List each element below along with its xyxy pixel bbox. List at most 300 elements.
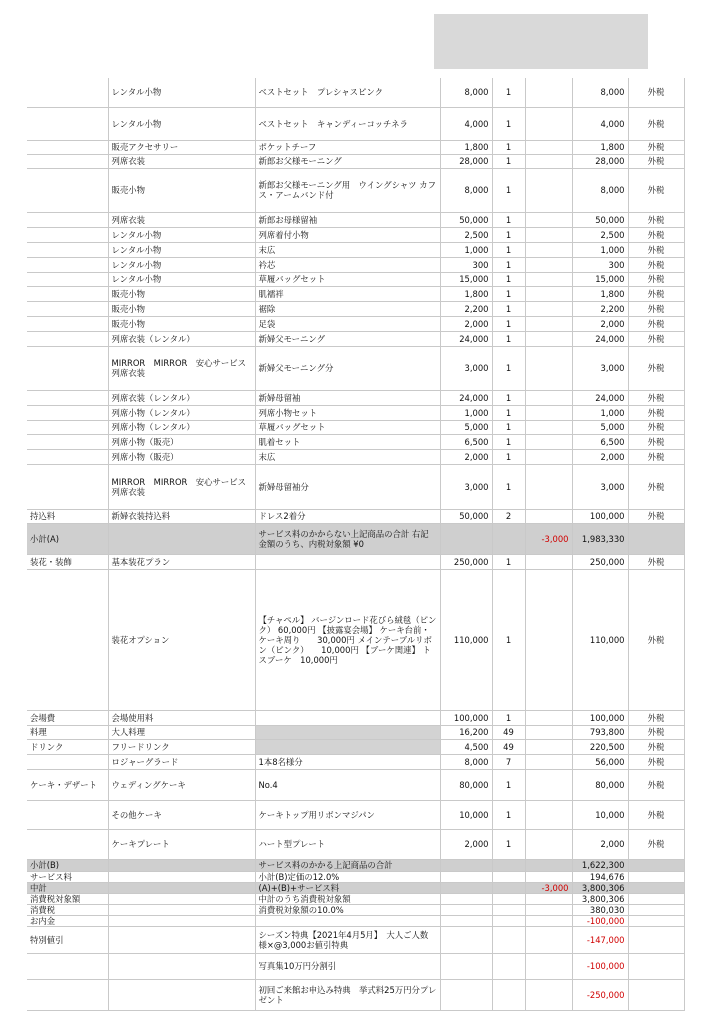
amount-cell: 1,800: [572, 286, 628, 301]
category-cell: 小計(A): [27, 523, 108, 554]
discount-cell: [525, 725, 572, 739]
category-cell: [27, 346, 108, 390]
discount-cell: [525, 242, 572, 257]
tax-type-cell: 外税: [628, 739, 684, 754]
discount-cell: [525, 257, 572, 272]
category-cell: [27, 227, 108, 242]
category-cell: [27, 754, 108, 769]
quantity-cell: [492, 904, 525, 915]
tax-type-cell: 外税: [628, 272, 684, 286]
category-cell: [27, 390, 108, 405]
table-row: [27, 168, 684, 212]
description-cell: 【チャペル】 バージンロード花びら絨毯（ピンク） 60,000円 【披露宴会場】 ケーキ台前・ケーキ周り 30,000円 メインテーブルリボン（ピンク） 10,000円 【ブーケ関連】 トスブーケ 10,000円: [255, 569, 440, 710]
category-cell: [27, 316, 108, 331]
unit-price-cell: 110,000: [440, 569, 492, 710]
tax-type-cell: [628, 882, 684, 893]
description-cell: 草履バッグセット: [255, 272, 440, 286]
item-name-cell: [108, 882, 255, 893]
unit-price-cell: 300: [440, 257, 492, 272]
discount-cell: [525, 893, 572, 904]
unit-price-cell: [440, 953, 492, 979]
unit-price-cell: 6,500: [440, 434, 492, 449]
unit-price-cell: 2,000: [440, 829, 492, 859]
quantity-cell: 1: [492, 710, 525, 725]
item-name-cell: [108, 953, 255, 979]
tax-type-cell: 外税: [628, 449, 684, 464]
quantity-cell: [492, 882, 525, 893]
description-cell: サービス料のかかる上記商品の合計: [255, 859, 440, 871]
quantity-cell: 1: [492, 78, 525, 107]
item-name-cell: レンタル小物: [108, 107, 255, 140]
item-name-cell: 列席小物（販売）: [108, 449, 255, 464]
discount-cell: [525, 331, 572, 346]
category-cell: 消費税対象額: [27, 893, 108, 904]
tax-type-cell: 外税: [628, 286, 684, 301]
amount-cell: 100,000: [572, 710, 628, 725]
unit-price-cell: [440, 915, 492, 926]
unit-price-cell: 8,000: [440, 168, 492, 212]
category-cell: 会場費: [27, 710, 108, 725]
category-cell: [27, 405, 108, 420]
unit-price-cell: 2,000: [440, 449, 492, 464]
quantity-cell: 1: [492, 257, 525, 272]
discount-cell: [525, 140, 572, 154]
unit-price-cell: [440, 904, 492, 915]
unit-price-cell: 10,000: [440, 800, 492, 829]
item-name-cell: 列席衣装: [108, 154, 255, 168]
tax-type-cell: [628, 523, 684, 554]
amount-cell: 24,000: [572, 390, 628, 405]
category-cell: [27, 212, 108, 227]
unit-price-cell: 3,000: [440, 464, 492, 509]
table-row: [27, 754, 684, 769]
category-cell: [27, 140, 108, 154]
quantity-cell: 1: [492, 346, 525, 390]
description-cell: 新婦父モーニング: [255, 331, 440, 346]
category-cell: [27, 420, 108, 434]
unit-price-cell: 8,000: [440, 78, 492, 107]
description-cell: No.4: [255, 769, 440, 800]
discount-cell: [525, 420, 572, 434]
category-cell: [27, 953, 108, 979]
category-cell: [27, 979, 108, 1010]
description-cell: 新郎お父様モーニング: [255, 154, 440, 168]
quantity-cell: [492, 926, 525, 953]
item-name-cell: MIRROR MIRROR 安心サービス 列席衣装: [108, 464, 255, 509]
quantity-cell: 1: [492, 449, 525, 464]
tax-type-cell: 外税: [628, 242, 684, 257]
item-name-cell: 列席小物（レンタル）: [108, 405, 255, 420]
unit-price-cell: 24,000: [440, 331, 492, 346]
tax-type-cell: 外税: [628, 140, 684, 154]
tax-type-cell: 外税: [628, 227, 684, 242]
discount-cell: [525, 272, 572, 286]
amount-cell: 1,800: [572, 140, 628, 154]
quantity-cell: 1: [492, 168, 525, 212]
item-name-cell: 販売小物: [108, 301, 255, 316]
amount-cell: 300: [572, 257, 628, 272]
tax-type-cell: [628, 871, 684, 882]
discount-cell: [525, 449, 572, 464]
category-cell: [27, 286, 108, 301]
quantity-cell: 1: [492, 316, 525, 331]
tax-type-cell: [628, 953, 684, 979]
description-cell: 肌着セット: [255, 434, 440, 449]
table-row: [27, 509, 684, 523]
tax-type-cell: 外税: [628, 829, 684, 859]
amount-cell: 8,000: [572, 78, 628, 107]
quantity-cell: [492, 859, 525, 871]
tax-type-cell: 外税: [628, 405, 684, 420]
item-name-cell: 列席衣装（レンタル）: [108, 390, 255, 405]
category-cell: [27, 449, 108, 464]
discount-cell: [525, 739, 572, 754]
category-cell: 消費税: [27, 904, 108, 915]
table-row: [27, 953, 684, 979]
tax-type-cell: 外税: [628, 464, 684, 509]
unit-price-cell: [440, 926, 492, 953]
unit-price-cell: 15,000: [440, 272, 492, 286]
item-name-cell: 販売小物: [108, 286, 255, 301]
category-cell: [27, 154, 108, 168]
table-row: [27, 242, 684, 257]
tax-type-cell: 外税: [628, 509, 684, 523]
description-cell: ハート型プレート: [255, 829, 440, 859]
table-row: [27, 569, 684, 710]
unit-price-cell: [440, 523, 492, 554]
category-cell: [27, 569, 108, 710]
table-row: [27, 739, 684, 754]
description-cell: [255, 739, 440, 754]
item-name-cell: レンタル小物: [108, 242, 255, 257]
quantity-cell: 1: [492, 301, 525, 316]
table-row: [27, 316, 684, 331]
unit-price-cell: 8,000: [440, 754, 492, 769]
table-row: [27, 882, 684, 893]
unit-price-cell: 1,000: [440, 405, 492, 420]
table-row: [27, 257, 684, 272]
description-cell: 末広: [255, 242, 440, 257]
quantity-cell: [492, 523, 525, 554]
item-name-cell: [108, 893, 255, 904]
description-cell: 裾除: [255, 301, 440, 316]
discount-cell: [525, 754, 572, 769]
table-row: [27, 78, 684, 107]
category-cell: [27, 301, 108, 316]
description-cell: ポケットチーフ: [255, 140, 440, 154]
amount-cell: 793,800: [572, 725, 628, 739]
item-name-cell: フリードリンク: [108, 739, 255, 754]
quantity-cell: [492, 953, 525, 979]
unit-price-cell: [440, 979, 492, 1010]
table-row: [27, 420, 684, 434]
table-row: [27, 301, 684, 316]
description-cell: (A)+(B)+サービス料: [255, 882, 440, 893]
amount-cell: 220,500: [572, 739, 628, 754]
tax-type-cell: 外税: [628, 107, 684, 140]
amount-cell: -250,000: [572, 979, 628, 1010]
tax-type-cell: 外税: [628, 257, 684, 272]
tax-type-cell: 外税: [628, 78, 684, 107]
discount-cell: [525, 78, 572, 107]
amount-cell: 2,500: [572, 227, 628, 242]
description-cell: ベストセット キャンディーコッチネラ: [255, 107, 440, 140]
discount-cell: [525, 154, 572, 168]
description-cell: 1本8名様分: [255, 754, 440, 769]
quantity-cell: 1: [492, 286, 525, 301]
item-name-cell: その他ケーキ: [108, 800, 255, 829]
quantity-cell: [492, 979, 525, 1010]
quantity-cell: 49: [492, 739, 525, 754]
description-cell: 肌襦袢: [255, 286, 440, 301]
table-row: [27, 893, 684, 904]
description-cell: 足袋: [255, 316, 440, 331]
unit-price-cell: 2,500: [440, 227, 492, 242]
quantity-cell: 1: [492, 420, 525, 434]
tax-type-cell: 外税: [628, 301, 684, 316]
item-name-cell: レンタル小物: [108, 227, 255, 242]
description-cell: 新婦父モーニング分: [255, 346, 440, 390]
description-cell: [255, 710, 440, 725]
quantity-cell: 2: [492, 509, 525, 523]
discount-cell: [525, 829, 572, 859]
table-row: [27, 286, 684, 301]
discount-cell: [525, 509, 572, 523]
category-cell: 装花・装飾: [27, 554, 108, 569]
item-name-cell: 会場使用料: [108, 710, 255, 725]
amount-cell: 4,000: [572, 107, 628, 140]
description-cell: 新婦母留袖分: [255, 464, 440, 509]
tax-type-cell: 外税: [628, 420, 684, 434]
table-row: [27, 769, 684, 800]
table-row: [27, 154, 684, 168]
unit-price-cell: 1,000: [440, 242, 492, 257]
tax-type-cell: [628, 979, 684, 1010]
table-row: [27, 523, 684, 554]
table-row: [27, 227, 684, 242]
unit-price-cell: 4,000: [440, 107, 492, 140]
amount-cell: 3,000: [572, 346, 628, 390]
category-cell: [27, 464, 108, 509]
item-name-cell: 列席小物（販売）: [108, 434, 255, 449]
category-cell: [27, 272, 108, 286]
unit-price-cell: [440, 893, 492, 904]
discount-cell: [525, 953, 572, 979]
discount-cell: [525, 390, 572, 405]
category-cell: [27, 257, 108, 272]
discount-cell: [525, 168, 572, 212]
quantity-cell: 1: [492, 227, 525, 242]
unit-price-cell: 5,000: [440, 420, 492, 434]
unit-price-cell: 50,000: [440, 212, 492, 227]
tax-type-cell: [628, 926, 684, 953]
table-row: [27, 554, 684, 569]
table-row: [27, 904, 684, 915]
discount-cell: [525, 859, 572, 871]
tax-type-cell: 外税: [628, 710, 684, 725]
quantity-cell: [492, 893, 525, 904]
tax-type-cell: 外税: [628, 800, 684, 829]
amount-cell: 1,000: [572, 242, 628, 257]
description-cell: ドレス2着分: [255, 509, 440, 523]
discount-cell: [525, 569, 572, 710]
table-row: [27, 434, 684, 449]
tax-type-cell: [628, 915, 684, 926]
item-name-cell: [108, 871, 255, 882]
quantity-cell: 1: [492, 464, 525, 509]
category-cell: 特別値引: [27, 926, 108, 953]
quantity-cell: 49: [492, 725, 525, 739]
item-name-cell: [108, 904, 255, 915]
amount-cell: 1,622,300: [572, 859, 628, 871]
discount-cell: [525, 286, 572, 301]
amount-cell: 1,000: [572, 405, 628, 420]
amount-cell: 194,676: [572, 871, 628, 882]
description-cell: [255, 915, 440, 926]
amount-cell: 8,000: [572, 168, 628, 212]
quantity-cell: 1: [492, 242, 525, 257]
description-cell: 末広: [255, 449, 440, 464]
item-name-cell: 販売小物: [108, 168, 255, 212]
tax-type-cell: 外税: [628, 569, 684, 710]
amount-cell: 56,000: [572, 754, 628, 769]
description-cell: 新郎お母様留袖: [255, 212, 440, 227]
table-row: [27, 390, 684, 405]
discount-cell: [525, 871, 572, 882]
tax-type-cell: 外税: [628, 331, 684, 346]
category-cell: 小計(B): [27, 859, 108, 871]
description-cell: 初回ご来館お申込み特典 挙式料25万円分プレゼント: [255, 979, 440, 1010]
item-name-cell: 列席衣装（レンタル）: [108, 331, 255, 346]
unit-price-cell: 24,000: [440, 390, 492, 405]
item-name-cell: MIRROR MIRROR 安心サービス 列席衣装: [108, 346, 255, 390]
category-cell: [27, 242, 108, 257]
discount-cell: [525, 212, 572, 227]
description-cell: 小計(B)定価の12.0%: [255, 871, 440, 882]
tax-type-cell: 外税: [628, 434, 684, 449]
discount-cell: [525, 904, 572, 915]
tax-type-cell: 外税: [628, 769, 684, 800]
discount-cell: [525, 769, 572, 800]
quantity-cell: 1: [492, 390, 525, 405]
unit-price-cell: 16,200: [440, 725, 492, 739]
item-name-cell: [108, 915, 255, 926]
unit-price-cell: 2,000: [440, 316, 492, 331]
amount-cell: 3,800,306: [572, 893, 628, 904]
tax-type-cell: 外税: [628, 168, 684, 212]
quantity-cell: 1: [492, 331, 525, 346]
amount-cell: -100,000: [572, 953, 628, 979]
item-name-cell: 列席小物（レンタル）: [108, 420, 255, 434]
discount-cell: [525, 301, 572, 316]
tax-type-cell: 外税: [628, 316, 684, 331]
unit-price-cell: [440, 859, 492, 871]
item-name-cell: レンタル小物: [108, 257, 255, 272]
quantity-cell: 1: [492, 154, 525, 168]
amount-cell: 2,200: [572, 301, 628, 316]
item-name-cell: [108, 523, 255, 554]
tax-type-cell: [628, 904, 684, 915]
table-row: [27, 449, 684, 464]
quantity-cell: 1: [492, 434, 525, 449]
quantity-cell: 1: [492, 800, 525, 829]
table-row: [27, 212, 684, 227]
unit-price-cell: 3,000: [440, 346, 492, 390]
table-row: [27, 405, 684, 420]
description-cell: 草履バッグセット: [255, 420, 440, 434]
tax-type-cell: 外税: [628, 554, 684, 569]
amount-cell: 10,000: [572, 800, 628, 829]
unit-price-cell: [440, 882, 492, 893]
category-cell: [27, 800, 108, 829]
item-name-cell: ケーキプレート: [108, 829, 255, 859]
category-cell: サービス料: [27, 871, 108, 882]
estimate-rows: [27, 78, 684, 1010]
amount-cell: 3,000: [572, 464, 628, 509]
table-row: [27, 140, 684, 154]
item-name-cell: 基本装花プラン: [108, 554, 255, 569]
quantity-cell: 1: [492, 554, 525, 569]
tax-type-cell: 外税: [628, 346, 684, 390]
quantity-cell: 1: [492, 405, 525, 420]
unit-price-cell: 100,000: [440, 710, 492, 725]
table-row: [27, 725, 684, 739]
table-row: [27, 331, 684, 346]
item-name-cell: [108, 926, 255, 953]
discount-cell: [525, 710, 572, 725]
quantity-cell: 1: [492, 569, 525, 710]
discount-cell: [525, 926, 572, 953]
description-cell: ベストセット プレシャスピンク: [255, 78, 440, 107]
unit-price-cell: 50,000: [440, 509, 492, 523]
item-name-cell: 販売アクセサリー: [108, 140, 255, 154]
description-cell: 新婦母留袖: [255, 390, 440, 405]
description-cell: [255, 554, 440, 569]
item-name-cell: 販売小物: [108, 316, 255, 331]
category-cell: 持込料: [27, 509, 108, 523]
description-cell: [255, 725, 440, 739]
discount-cell: [525, 316, 572, 331]
amount-cell: 5,000: [572, 420, 628, 434]
quantity-cell: 1: [492, 140, 525, 154]
quantity-cell: [492, 915, 525, 926]
category-cell: お内金: [27, 915, 108, 926]
discount-cell: [525, 915, 572, 926]
item-name-cell: [108, 979, 255, 1010]
table-row: [27, 464, 684, 509]
table-row: [27, 710, 684, 725]
amount-cell: 80,000: [572, 769, 628, 800]
tax-type-cell: 外税: [628, 390, 684, 405]
tax-type-cell: 外税: [628, 212, 684, 227]
item-name-cell: 大人料理: [108, 725, 255, 739]
table-row: [27, 829, 684, 859]
unit-price-cell: 1,800: [440, 286, 492, 301]
tax-type-cell: 外税: [628, 154, 684, 168]
category-cell: [27, 78, 108, 107]
discount-cell: [525, 227, 572, 242]
table-row: [27, 800, 684, 829]
amount-cell: -147,000: [572, 926, 628, 953]
amount-cell: 250,000: [572, 554, 628, 569]
amount-cell: 2,000: [572, 449, 628, 464]
discount-cell: [525, 979, 572, 1010]
table-row: [27, 926, 684, 953]
category-cell: [27, 829, 108, 859]
quantity-cell: 1: [492, 107, 525, 140]
amount-cell: 2,000: [572, 316, 628, 331]
category-cell: 中計: [27, 882, 108, 893]
